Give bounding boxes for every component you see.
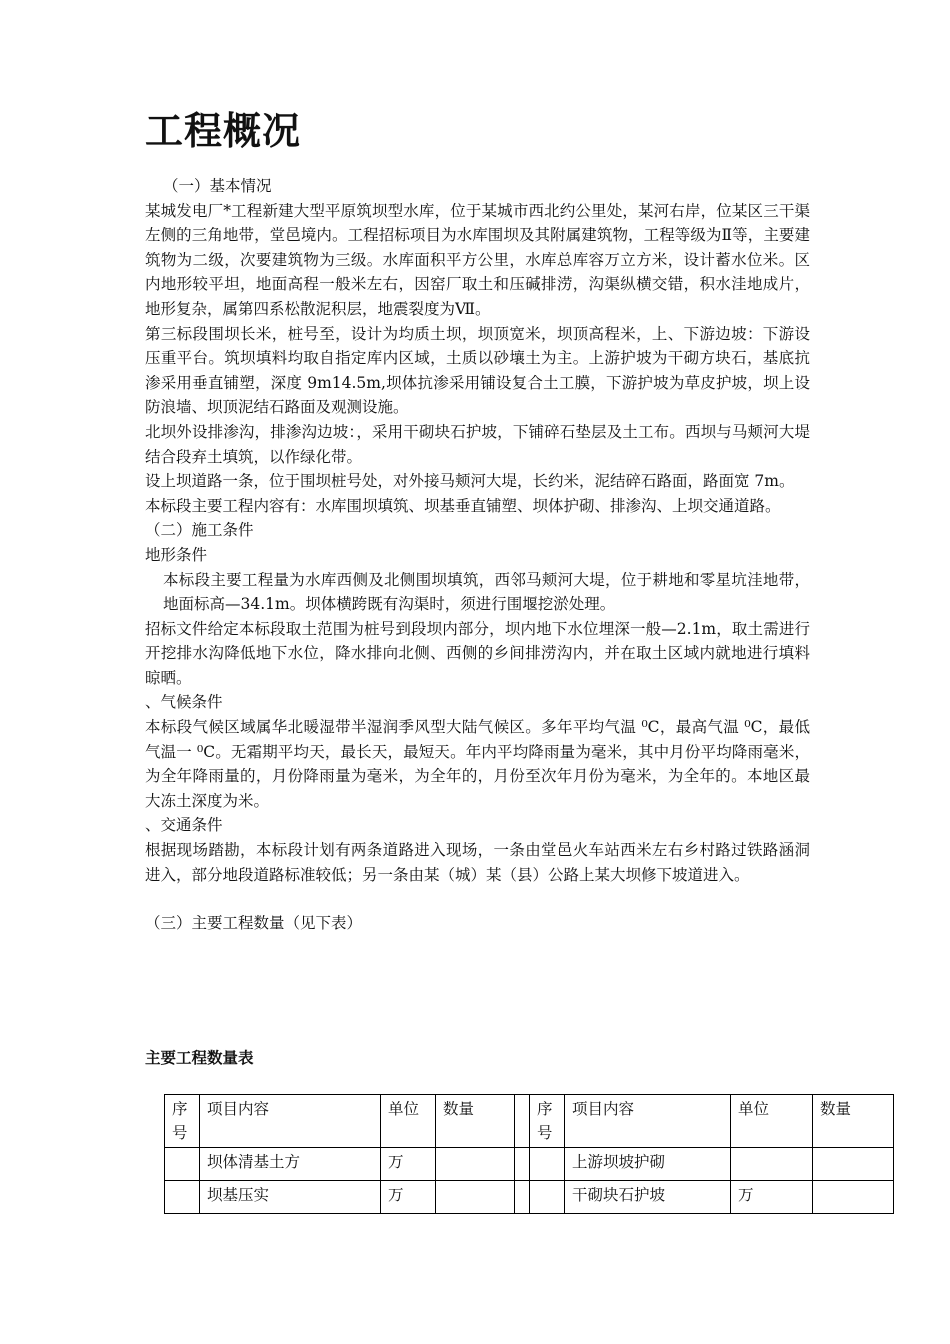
header-cell [515,1095,530,1148]
document-body [145,174,810,936]
paragraph: 本标段主要工程内容有：水库围坝填筑、坝基垂直铺塑、坝体护砌、排渗沟、上坝交通道路。 [145,496,781,515]
header-cell: 序号 [530,1095,565,1148]
table-cell [436,1181,515,1214]
header-cell: 数量 [436,1095,515,1148]
table-cell: 干砌块石护坡 [565,1181,731,1214]
table-cell [731,1148,813,1181]
table-cell [515,1148,530,1181]
paragraph: 根据现场踏勘，本标段计划有两条道路进入现场，一条由堂邑火车站西米左右乡村路过铁路涵洞进入，部分地段道路标准较低；另一条由某（城）某（县）公路上某大坝修下坡道进入。 [145,841,810,884]
table-row [165,1181,894,1214]
header-cell: 数量 [813,1095,894,1148]
page-title: 工程概况 [145,109,302,153]
subsection-heading: 地形条件 [145,545,208,564]
quantity-table [164,1094,894,1214]
table-cell [165,1181,200,1214]
subsection-heading: 、交通条件 [145,816,223,835]
table-cell [530,1148,565,1181]
table-title: 主要工程数量表 [145,1048,254,1067]
header-cell: 单位 [381,1095,436,1148]
table-header-row [165,1095,894,1148]
header-cell: 单位 [731,1095,813,1148]
paragraph: 本标段气候区域属华北暖湿带半湿润季风型大陆气候区。多年平均气温 ⁰C，最高气温 ⁰C，最低气温一 ⁰C。无霜期平均天，最长天，最短天。年内平均降雨量为毫米，其中月份平均降雨毫米，为全年降雨量的，月份降雨量为毫米，为全年的，月份至次年月份为毫米，为全年的。本地区最大冻土深度为米。 [145,718,810,810]
paragraph: 设上坝道路一条，位于围坝桩号处，对外接马颊河大堤，长约米，泥结碎石路面，路面宽 7m。 [145,472,795,491]
table-cell: 万 [731,1181,813,1214]
table-cell [813,1181,894,1214]
table-row [165,1148,894,1181]
table-cell [436,1148,515,1181]
spacer [145,887,810,911]
table-cell [515,1181,530,1214]
table-cell [530,1181,565,1214]
table-cell: 坝体清基土方 [200,1148,381,1181]
paragraph: 某城发电厂*工程新建大型平原筑坝型水库，位于某城市西北约公里处，某河右岸，位某区三干渠左侧的三角地带，堂邑境内。工程招标项目为水库围坝及其附属建筑物，工程等级为Ⅱ等，主要建筑物为二级，次要建筑物为三级。水库面积平方公里，水库总库容万立方米，设计蓄水位米。区内地形较平坦，地面高程一般米左右，因窑厂取土和压碱排涝，沟渠纵横交错，积水洼地成片，地形复杂，属第四系松散泥积层，地震裂度为Ⅶ。 [145,201,810,318]
table-cell [165,1148,200,1181]
header-cell: 序号 [165,1095,200,1148]
paragraph: 北坝外设排渗沟，排渗沟边坡：，采用干砌块石护坡，下铺碎石垫层及土工布。西坝与马颊河大堤结合段弃土填筑，以作绿化带。 [145,422,810,466]
table-cell: 万 [381,1148,436,1181]
paragraph: 本标段主要工程量为水库西侧及北侧围坝填筑，西邻马颊河大堤，位于耕地和零星坑洼地带，地面标高—34.1m。坝体横跨既有沟渠时，须进行围堰挖淤处理。 [163,570,810,614]
section-heading: （一）基本情况 [163,177,272,195]
table-cell: 万 [381,1181,436,1214]
subsection-heading: 、气候条件 [145,693,223,712]
table-cell [813,1148,894,1181]
paragraph: 第三标段围坝长米，桩号至，设计为均质土坝，坝顶宽米，坝顶高程米，上、下游边坡：下游设压重平台。筑坝填料均取自指定库内区域，土质以砂壤土为主。上游护坡为干砌方块石，基底抗渗采用垂直铺塑，深度 9m14.5m,坝体抗渗采用铺设复合土工膜，下游护坡为草皮护坡，坝上设防浪墙、坝顶泥结石路面及观测设施。 [145,324,810,417]
header-cell: 项目内容 [565,1095,731,1148]
section-heading: （二）施工条件 [145,521,254,540]
header-cell: 项目内容 [200,1095,381,1148]
table-cell: 坝基压实 [200,1181,381,1214]
section-heading: （三）主要工程数量（见下表） [145,914,363,933]
table-cell: 上游坝坡护砌 [565,1148,731,1181]
paragraph: 招标文件给定本标段取土范围为桩号到段坝内部分，坝内地下水位埋深一般—2.1m，取土需进行开挖排水沟降低地下水位，降水排向北侧、西侧的乡间排涝沟内，并在取土区域内就地进行填料晾晒。 [145,619,810,687]
